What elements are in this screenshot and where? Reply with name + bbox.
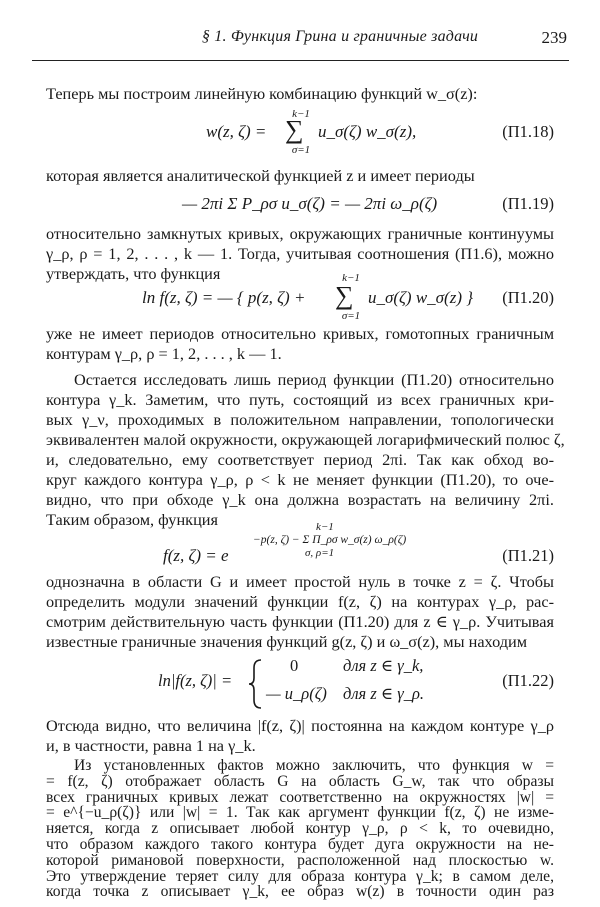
summation-sign: ∑ bbox=[285, 115, 304, 144]
text-line: вых γ_ν, проходимых в положительном направлении, топологически bbox=[46, 410, 554, 429]
text-line: утверждать, что функция bbox=[46, 264, 221, 283]
equation-number: (П1.19) bbox=[502, 194, 554, 213]
text-line: которой римановой поверхности, расположенной над плоскостью w. bbox=[46, 851, 554, 869]
text-line: Остается исследовать лишь период функции (П1.20) относительно bbox=[74, 370, 554, 389]
text-line: няется, когда z описывает любой контур γ_ρ, ρ < k, то очевидно, bbox=[46, 820, 554, 838]
sum-lower-limit: σ=1 bbox=[341, 310, 361, 322]
text-line: однозначна в области G и имеет простой нуль в точке z = ζ. Чтобы bbox=[46, 572, 554, 591]
left-brace bbox=[248, 658, 264, 710]
text-line: Отсюда видно, что величина |f(z, ζ)| постоянна на каждом контуре γ_ρ bbox=[46, 716, 554, 735]
text-line: смотрим действительную часть функции (П1.20) для z ∈ γ_ρ. Учитывая bbox=[46, 612, 554, 631]
text-line: = f(z, ζ) отображает область G на область G_w, так что образы bbox=[46, 772, 554, 790]
exponent: −p(z, ζ) − Σ Π_ρσ w_σ(z) ω_ρ(ζ) bbox=[253, 534, 407, 546]
running-header-title: § 1. Функция Грина и граничные задачи bbox=[201, 28, 479, 45]
text-line: известные граничные значения функций g(z, ζ) и ω_σ(z), мы находим bbox=[46, 632, 528, 651]
equation-number: (П1.20) bbox=[502, 288, 554, 307]
sum-lower-limit: σ=1 bbox=[291, 144, 311, 156]
equation-number: (П1.22) bbox=[502, 671, 554, 690]
text-line: = e^{−u_ρ(ζ)} или |w| = 1. Так как аргумент функции f(z, ζ) не изме- bbox=[46, 804, 554, 822]
equation-lhs: f(z, ζ) = e bbox=[163, 546, 229, 565]
sum-upper-limit: k−1 bbox=[292, 108, 310, 120]
equation-rhs: u_σ(ζ) w_σ(z) } bbox=[368, 288, 474, 307]
equation-body: — 2πi Σ P_ρσ u_σ(ζ) = — 2πi ω_ρ(ζ) bbox=[182, 194, 438, 213]
text-line: круг каждого контура γ_ρ, ρ < k не меняет функции (П1.20), то оче- bbox=[46, 470, 554, 489]
case-value: — u_ρ(ζ) bbox=[266, 684, 327, 703]
equation-number: (П1.21) bbox=[502, 546, 554, 565]
case-condition: для z ∈ γ_ρ. bbox=[343, 684, 425, 703]
text-line: когда точка z описывает γ_k, ее образ w(z) в точности один раз bbox=[46, 883, 554, 901]
equation-lhs: ln|f(z, ζ)| = bbox=[158, 671, 233, 690]
text-line: уже не имеет периодов относительно кривых, гомотопных граничным bbox=[46, 324, 554, 343]
header-divider bbox=[32, 60, 569, 61]
text-line: контура γ_k. Заметим, что путь, состоящий из всех граничных кри- bbox=[46, 390, 554, 409]
text-line: всех граничных кривых лежат соответственно на окружностях |w| = bbox=[46, 788, 554, 806]
summation-sign: ∑ bbox=[335, 281, 354, 310]
text-line: Теперь мы построим линейную комбинацию функций w_σ(z): bbox=[46, 84, 478, 103]
sum-upper-limit: k−1 bbox=[342, 272, 360, 284]
equation-lhs: w(z, ζ) = bbox=[206, 122, 267, 141]
text-line: контурам γ_ρ, ρ = 1, 2, . . . , k — 1. bbox=[46, 344, 282, 363]
text-line: определить модули значений функции f(z, ζ) на контурах γ_ρ, рас- bbox=[46, 592, 554, 611]
page-number: 239 bbox=[541, 28, 567, 47]
text-line: и, в частности, равна 1 на γ_k. bbox=[46, 736, 256, 755]
text-line: и, следовательно, ему соответствует период 2πi. Так как обход во- bbox=[46, 450, 554, 469]
exponent-sum-upper: k−1 bbox=[316, 521, 334, 533]
text-line: которая является аналитической функцией z и имеет периоды bbox=[46, 166, 475, 185]
text-line: что образом каждого такого контура будет дуга окружности на не- bbox=[46, 836, 554, 853]
equation-lhs: ln f(z, ζ) = — { p(z, ζ) + bbox=[142, 288, 306, 307]
text-line: видно, что при обходе γ_k она должна возрастать на величину 2πi. bbox=[46, 490, 554, 509]
text-line: эквивалентен малой окружности, окружающей логарифмический полюс ζ, bbox=[46, 430, 565, 449]
text-line: γ_ρ, ρ = 1, 2, . . . , k — 1. Тогда, учитывая соотношения (П1.6), можно bbox=[46, 244, 554, 263]
equation-number: (П1.18) bbox=[502, 122, 554, 141]
text-line: Из установленных фактов можно заключить, что функция w = bbox=[74, 757, 554, 774]
exponent-sum-lower: σ, ρ=1 bbox=[305, 547, 335, 559]
equation-rhs: u_σ(ζ) w_σ(z), bbox=[318, 122, 417, 141]
case-condition: для z ∈ γ_k, bbox=[343, 656, 424, 675]
text-line: Таким образом, функция bbox=[46, 510, 218, 529]
text-line: относительно замкнутых кривых, окружающих граничные континуумы bbox=[46, 224, 554, 243]
case-value: 0 bbox=[290, 656, 299, 675]
text-line: Это утверждение теряет силу для образа контура γ_k; в самом деле, bbox=[46, 867, 554, 885]
